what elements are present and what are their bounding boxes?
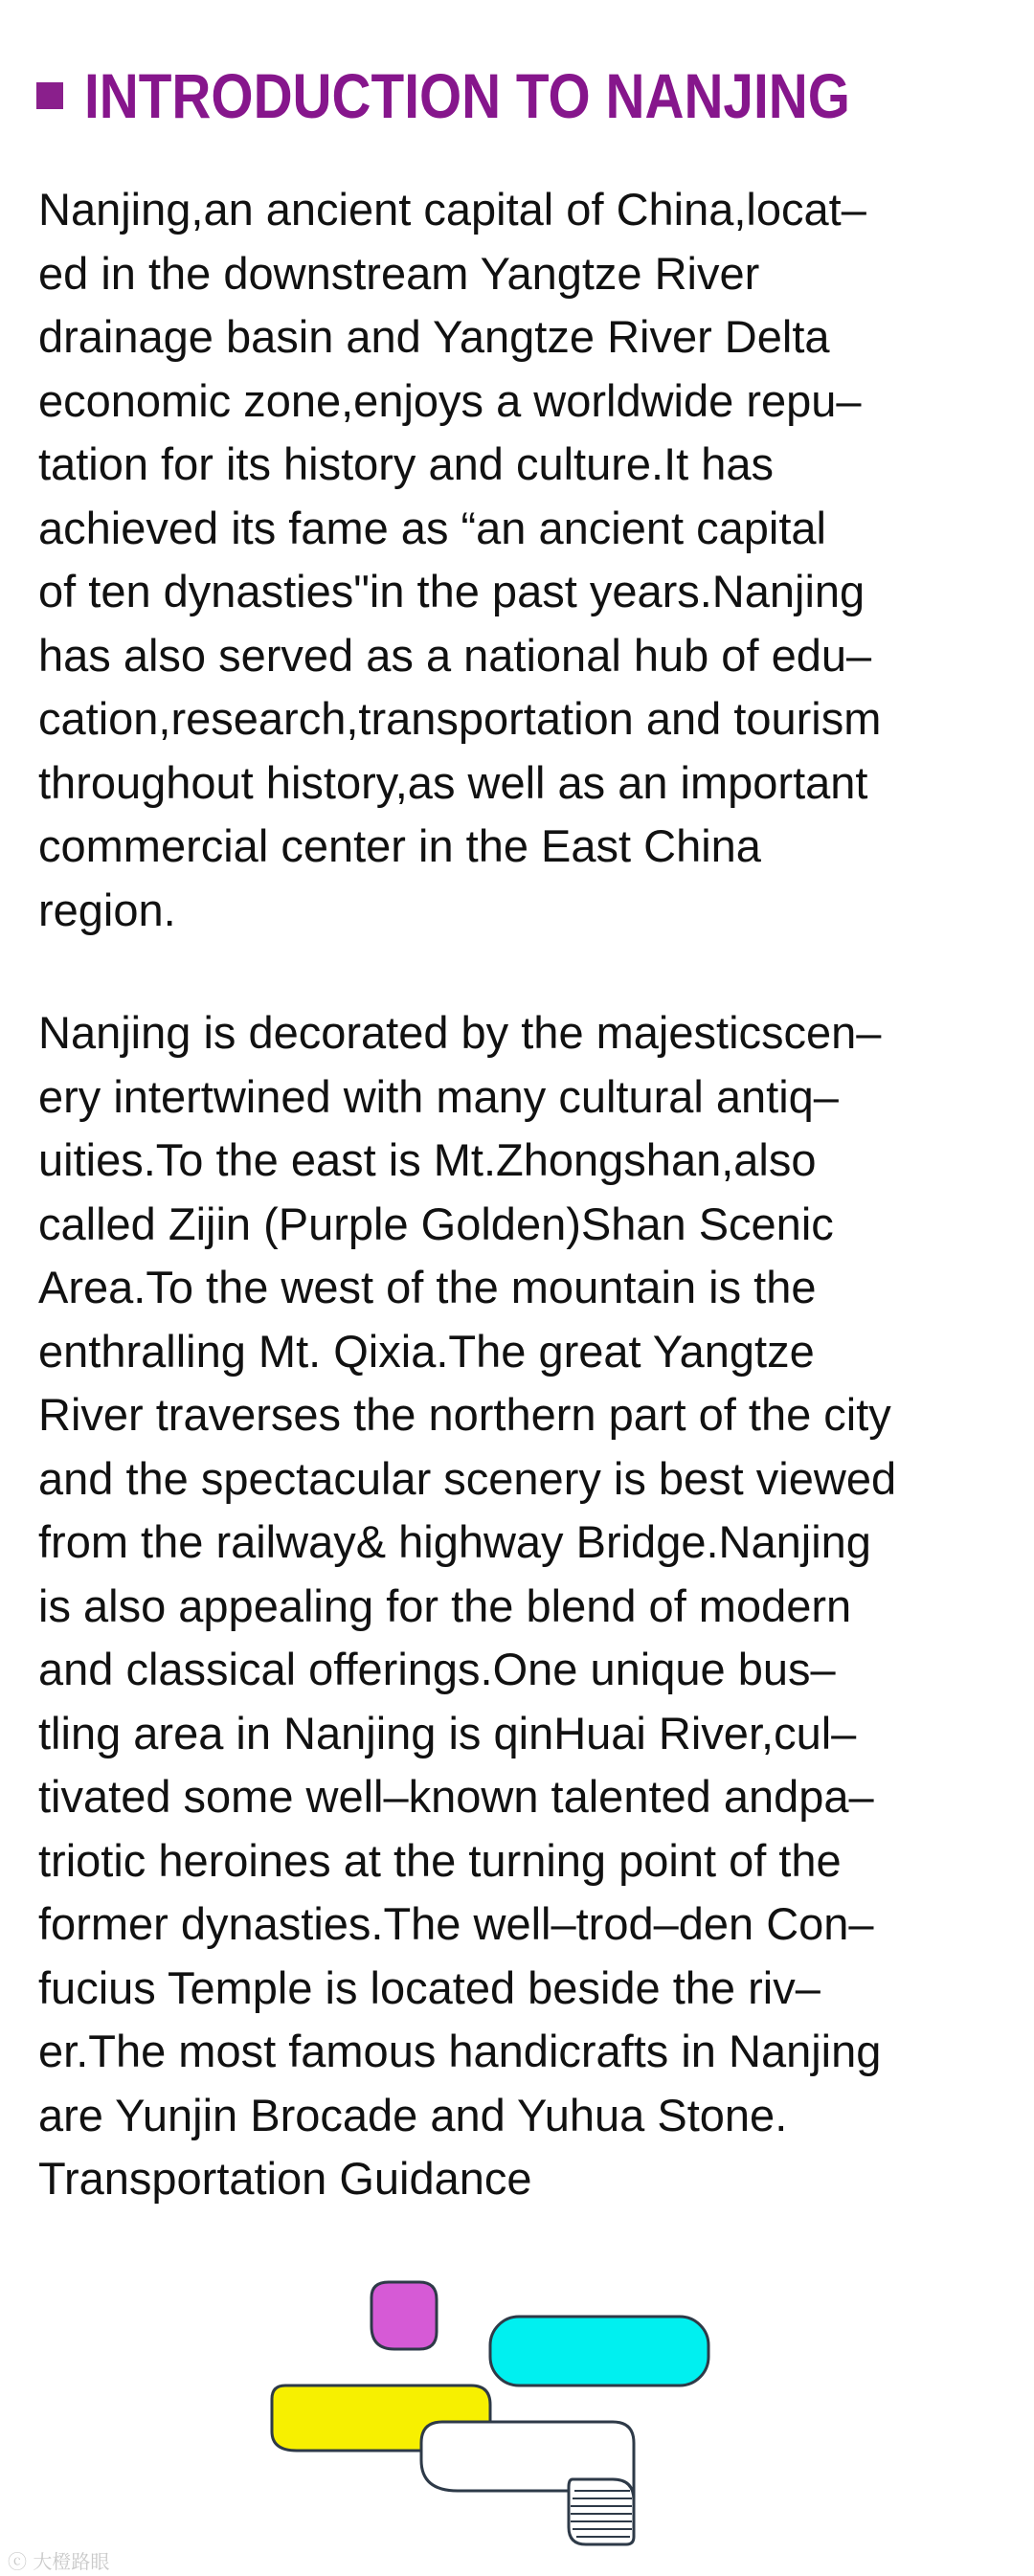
watermark xyxy=(8,2546,109,2574)
title-bullet-square xyxy=(36,82,63,109)
title-row xyxy=(36,57,975,134)
watermark-text: 大橙路眼 xyxy=(33,2550,110,2573)
cyan-bubble-shape xyxy=(490,2317,708,2386)
purple-bubble-shape xyxy=(371,2282,437,2349)
striped-bubble-icon xyxy=(569,2479,634,2544)
watermark-logo-icon: ⓒ xyxy=(8,2550,27,2573)
intro-paragraph-2: Nanjing is decorated by the majesticscen– ery intertwined with many cultural antiq– uities.To the east is Mt.Zhongshan,also called Zijin (Purple Golden)Shan Scenic Area.To the west of the mountain is the enthralling Mt. Qixia.The great Yangtze River traverses the northern part of the city and the spectacular scenery is best viewed from the railway& highway Bridge.Nanjing is also appealing for the blend of modern and classical offerings.One unique bus– tling area in Nanjing is qinHuai River,cul– tivated some well–known talented andpa– triotic heroines at the turning point of the former dynasties.The well–trod–den Con– fucius Temple is located beside the riv– er.The most famous handicrafts in Nanjing are Yunjin Brocade and Yuhua Stone. Transportation Guidance xyxy=(38,1007,897,2204)
intro-paragraph-1: Nanjing,an ancient capital of China,locat– ed in the downstream Yangtze River drainage basin and Yangtze River Delta economic zone,enjoys a worldwide repu– tation for its history and culture.It has achieved its fame as “an ancient capital of ten dynasties"in the past years.Nanjing has also served as a national hub of edu– cation,research,transportation and tourism throughout history,as well as an important commercial center in the East China region. xyxy=(38,184,882,935)
speech-bubbles-illustration xyxy=(0,2278,1034,2576)
page-title: INTRODUCTION TO NANJING xyxy=(84,60,850,131)
